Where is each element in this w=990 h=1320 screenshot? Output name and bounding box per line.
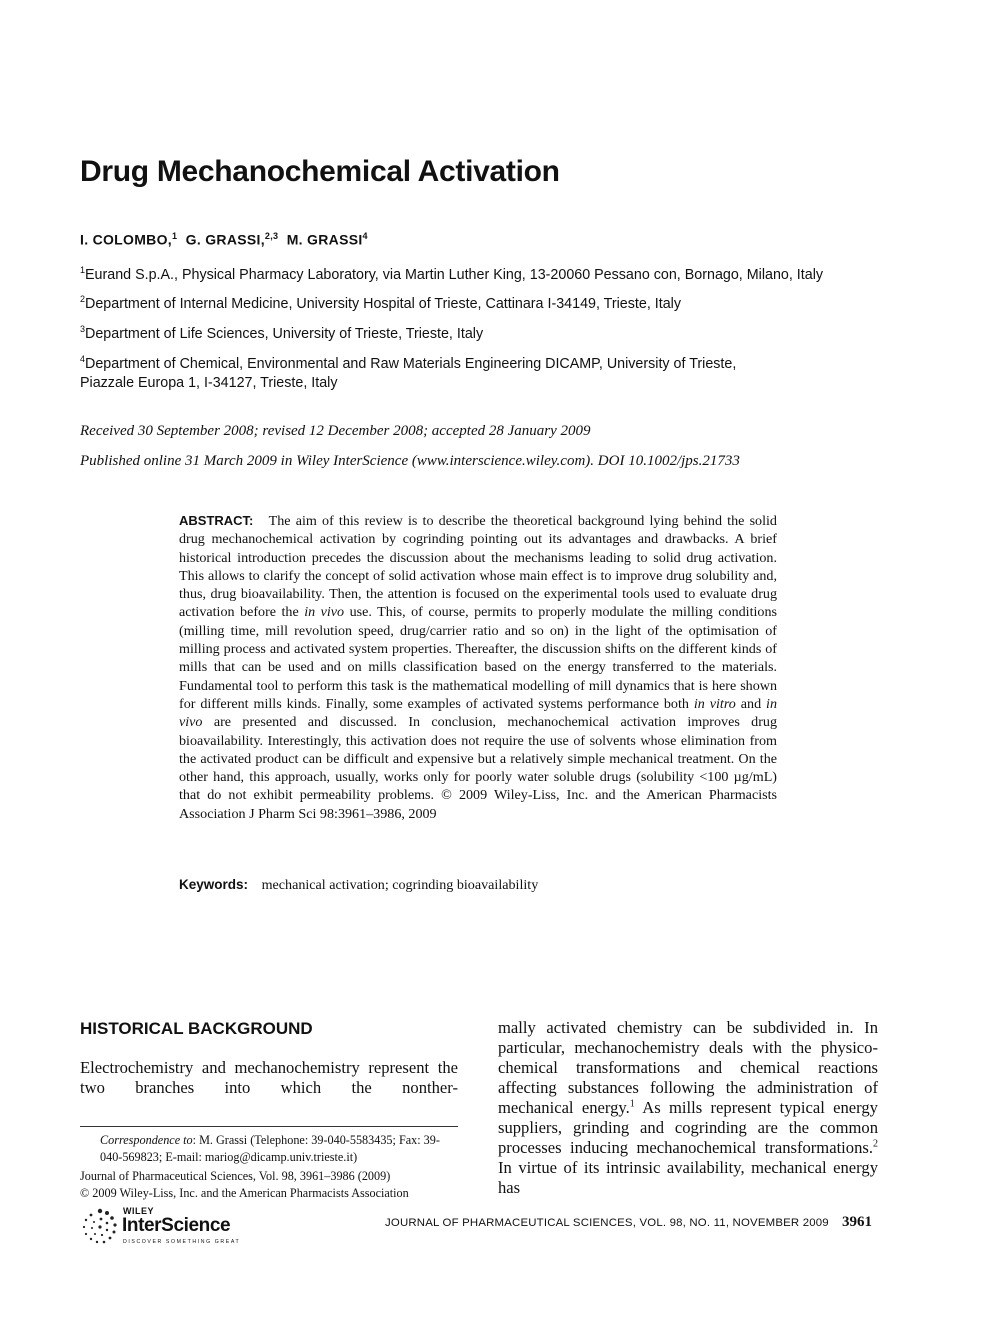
abstract-label: ABSTRACT: [179,513,254,528]
logo-interscience-text: InterScience [122,1215,231,1236]
interscience-swirl-icon [80,1207,120,1247]
correspondence-footnote [80,1132,458,1202]
affiliation-sup: 1 [80,265,86,275]
logo-wiley-text: WILEY [123,1206,154,1216]
affiliation-text: Eurand S.p.A., Physical Pharmacy Laboratory, via Martin Luther King, 13-20060 Pessano con, Bornago, Milano, Italy [85,266,824,283]
body-column-right [498,1018,878,1198]
abstract-text: and [740,695,762,712]
abstract [179,512,777,823]
correspondence-label: Correspondence to [100,1133,193,1147]
abstract-italic: in vivo [179,695,778,731]
affiliation-sup: 3 [80,324,86,334]
affiliation-3 [80,320,880,344]
author-affil-sup: 2,3 [264,231,279,241]
citation-sup: 2 [873,1138,878,1150]
published-online: Published online 31 March 2009 in Wiley InterScience (www.interscience.wiley.com). DOI 10.1002/jps.21733 [80,453,740,469]
copyright-line: © 2009 Wiley-Liss, Inc. and the American Pharmacists Association [80,1186,409,1200]
running-footer: JOURNAL OF PHARMACEUTICAL SCIENCES, VOL. 98, NO. 11, NOVEMBER 2009 [385,1217,829,1229]
author-affil-sup: 4 [362,231,368,241]
affiliation-text: Department of Chemical, Environmental and Raw Materials Engineering DICAMP, University of Trieste, [85,355,737,372]
keywords-label: Keywords: [179,877,249,892]
body-text: As mills represent typical energy suppliers, grinding and cogrinding are the common processes inducing mechanochemical transformations. [498,1098,878,1157]
abstract-italic: in vivo [304,604,345,621]
wiley-interscience-logo [80,1207,265,1247]
author-list [80,231,368,248]
author-affil-sup: 1 [171,231,178,241]
body-column-left: Electrochemistry and mechanochemistry represent the two branches into which the nonther- [80,1058,458,1097]
article-title: Drug Mechanochemical Activation [80,155,560,188]
affiliation-sup: 2 [80,294,86,304]
section-heading: HISTORICAL BACKGROUND [80,1019,313,1038]
affiliation-4 [80,350,880,393]
abstract-text: use. This, of course, permits to properly modulate the milling conditions (milling time, mill revolution speed, drug/carrier ratio and so on) in the light of the optimisation of milling process and activated system properties. Thereafter, the discussion shifts on the different kinds of mills that can be used and on mills classification based on the energy transferred to the materials. Fundamental tool to perform this task is the mathematical modelling of mill dynamics that is here shown for different mills kinds. Finally, some examples of activated systems performance both [179,604,777,712]
journal-citation: Journal of Pharmaceutical Sciences, Vol. 98, 3961–3986 (2009) [80,1169,391,1183]
affiliation-text: Department of Internal Medicine, University Hospital of Trieste, Cattinara I-34149, Trieste, Italy [85,295,681,312]
keywords [179,877,538,894]
author-name: I. COLOMBO, [80,231,172,248]
footnote-divider [80,1126,458,1127]
author-name: M. GRASSI [286,231,363,248]
affiliation-1 [80,261,880,285]
affiliation-text: Department of Life Sciences, University of Trieste, Trieste, Italy [85,325,484,342]
abstract-text: The aim of this review is to describe the theoretical background lying behind the solid drug mechanochemical activation by cogrinding pointing out its advantages and drawbacks. A brief historical introduction precedes the discussion about the mechanisms leading to solid drug activation. This allows to clarify the concept of solid activation whose main effect is to improve drug solubility and, thus, drug bioavailability. Then, the attention is focused on the experimental tools used to evaluate drug activation before the [179,513,777,621]
received-dates: Received 30 September 2008; revised 12 December 2008; accepted 28 January 2009 [80,423,591,439]
body-text: mally activated chemistry can be subdivided in. In particular, mechanochemistry deals with the physico-chemical transformations and chemical reactions affecting substances following the administration of mechanical energy. [498,1018,878,1117]
author-name: G. GRASSI, [185,231,265,248]
body-text: In virtue of its intrinsic availability, mechanical energy has [498,1158,878,1197]
logo-tagline: DISCOVER SOMETHING GREAT [123,1239,241,1245]
citation-sup: 1 [629,1098,635,1110]
affiliation-text: Piazzale Europa 1, I-34127, Trieste, Italy [80,374,338,391]
abstract-italic: in vitro [693,695,736,712]
abstract-text: are presented and discussed. In conclusion, mechanochemical activation improves drug bioavailability. Interestingly, this activation does not require the use of solvents whose elimination from the activated product can be difficult and expensive but a relatively simple mechanical treatment. On the other hand, this approach, usually, works only for poorly water soluble drugs (solubility <100 µg/mL) that do not exhibit permeability problems. © 2009 Wiley-Liss, Inc. and the American Pharmacists Association J Pharm Sci 98:3961–3986, 2009 [179,714,777,822]
affiliation-2 [80,290,880,314]
correspondence-text: : M. Grassi (Telephone: 39-040-5583435; Fax: 39-040-569823; E-mail: mariog@dicamp.univ.trieste.it) [100,1133,440,1164]
affiliation-sup: 4 [80,354,86,364]
page-number: 3961 [842,1214,872,1230]
keywords-text: mechanical activation; cogrinding bioavailability [261,877,539,893]
